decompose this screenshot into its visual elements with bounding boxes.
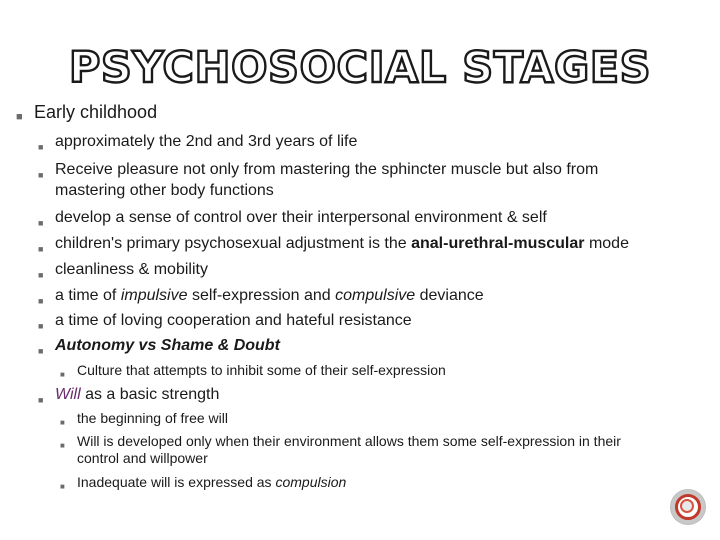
will-rest-text: as a basic strength bbox=[80, 386, 220, 403]
bullet-cleanliness bbox=[38, 260, 208, 280]
square-bullet-icon: ■ bbox=[60, 482, 65, 491]
bullet-culture bbox=[60, 362, 446, 379]
circular-logo-icon bbox=[671, 490, 705, 524]
autonomy-text: Autonomy vs Shame & Doubt bbox=[55, 337, 280, 354]
square-bullet-icon: ■ bbox=[38, 395, 44, 405]
bullet-primary-adjustment bbox=[38, 234, 629, 254]
square-bullet-icon: ■ bbox=[38, 218, 44, 228]
cleanliness-text: cleanliness & mobility bbox=[55, 261, 208, 278]
bullet-inadequate bbox=[60, 474, 346, 491]
free-will-text: the beginning of free will bbox=[77, 410, 228, 426]
compulsive-text: compulsive bbox=[335, 287, 416, 304]
bullet-control bbox=[38, 208, 547, 228]
primary-post-text: mode bbox=[584, 235, 629, 252]
bullet-pleasure bbox=[38, 160, 598, 180]
developed-text-line2: control and willpower bbox=[77, 450, 208, 466]
will-word-text: Will bbox=[55, 386, 81, 403]
bullet-will bbox=[38, 385, 219, 405]
bullet-autonomy bbox=[38, 336, 280, 356]
square-bullet-icon: ■ bbox=[60, 370, 65, 379]
square-bullet-icon: ■ bbox=[38, 346, 44, 356]
square-bullet-icon: ■ bbox=[38, 142, 44, 152]
square-bullet-icon: ■ bbox=[38, 244, 44, 254]
bullet-loving bbox=[38, 311, 412, 331]
compulsion-text: compulsion bbox=[275, 474, 347, 490]
time-pre-text: a time of bbox=[55, 287, 121, 304]
slide-title: PSYCHOSOCIAL STAGES bbox=[68, 43, 652, 93]
loving-text: a time of loving cooperation and hateful resistance bbox=[55, 312, 412, 329]
control-text: develop a sense of control over their interpersonal environment & self bbox=[55, 209, 547, 226]
square-bullet-icon: ■ bbox=[38, 270, 44, 280]
bullet-years bbox=[38, 132, 357, 152]
time-mid-text: self-expression and bbox=[187, 287, 336, 304]
primary-text: children's primary psychosexual adjustment is the bbox=[55, 235, 412, 252]
square-bullet-icon: ■ bbox=[38, 296, 44, 306]
bullet-early-childhood bbox=[16, 101, 157, 123]
logo-inner bbox=[680, 499, 694, 513]
bullet-free-will bbox=[60, 410, 228, 427]
inadequate-text: Inadequate will is expressed as bbox=[77, 474, 276, 490]
bullet-time-expression bbox=[38, 286, 484, 306]
square-bullet-icon: ■ bbox=[60, 418, 65, 427]
developed-text-line1: Will is developed only when their environment allows them some self-expression in their bbox=[77, 433, 621, 449]
square-bullet-icon: ■ bbox=[60, 441, 65, 450]
square-bullet-icon: ■ bbox=[16, 111, 23, 123]
square-bullet-icon: ■ bbox=[38, 170, 44, 180]
square-bullet-icon: ■ bbox=[38, 321, 44, 331]
early-childhood-text: Early childhood bbox=[34, 102, 158, 122]
pleasure-text-line1: Receive pleasure not only from mastering the sphincter muscle but also from bbox=[55, 161, 599, 178]
culture-text: Culture that attempts to inhibit some of their self-expression bbox=[77, 362, 446, 378]
impulsive-text: impulsive bbox=[120, 287, 188, 304]
primary-bold-text: anal-urethral-muscular bbox=[411, 235, 585, 252]
years-text: approximately the 2nd and 3rd years of life bbox=[55, 133, 358, 150]
time-post-text: deviance bbox=[415, 287, 484, 304]
bullet-developed bbox=[60, 433, 621, 450]
pleasure-text-line2: mastering other body functions bbox=[55, 182, 274, 199]
